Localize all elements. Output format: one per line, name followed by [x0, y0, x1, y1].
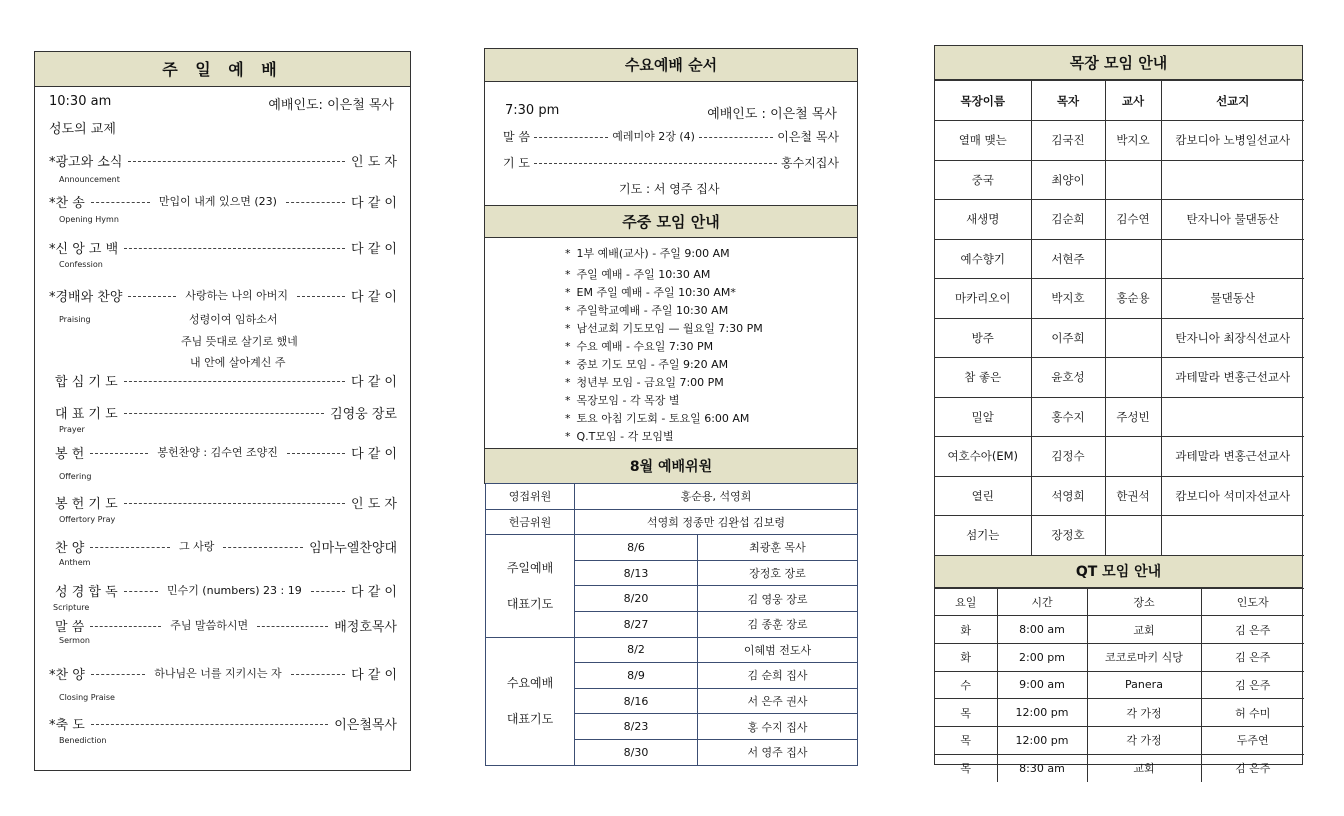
order-item-label: 찬 양 — [55, 540, 85, 556]
qt-leader: 두주연 — [1201, 726, 1304, 754]
order-item-sub: Confession — [59, 260, 103, 269]
table-row — [935, 121, 1304, 161]
dotted-leader — [291, 674, 345, 675]
qt-day: 목 — [935, 726, 997, 754]
cell-mission: 캄보디아 석미자선교사 — [1161, 476, 1304, 516]
cell-leader: 윤호성 — [1031, 358, 1105, 398]
qt-time: 2:00 pm — [997, 643, 1087, 671]
duty-date: 8/23 — [575, 714, 698, 740]
dotted-leader — [124, 248, 345, 249]
qt-leader: 김 은주 — [1201, 643, 1304, 671]
order-item — [55, 579, 397, 601]
qt-meeting-title: QT 모임 안내 — [935, 556, 1302, 588]
order-item-label: *축 도 — [49, 717, 85, 733]
order-item-sub: Closing Praise — [59, 693, 115, 702]
cell-teacher — [1105, 358, 1161, 398]
dotted-leader — [297, 296, 345, 297]
order-item-right: 다 같 이 — [351, 289, 397, 305]
table-row — [935, 358, 1304, 398]
qt-leader: 김 은주 — [1201, 616, 1304, 644]
table-row — [935, 279, 1304, 319]
order-item — [49, 712, 397, 734]
order-item — [49, 662, 397, 684]
cell-teacher: 박지오 — [1105, 121, 1161, 161]
order-item — [55, 535, 397, 557]
duty-date: 8/9 — [575, 663, 698, 689]
dotted-leader — [124, 413, 324, 414]
sunday-prayer-group — [486, 535, 575, 637]
wednesday-prayer-row — [503, 152, 839, 172]
cell-teacher: 한권석 — [1105, 476, 1161, 516]
cell-teacher: 주성빈 — [1105, 397, 1161, 437]
group-label: 대표기도 — [506, 712, 554, 727]
duty-date: 8/30 — [575, 739, 698, 765]
dotted-leader — [534, 163, 777, 164]
cell-group-title: 목장 모임 안내 — [935, 46, 1302, 80]
cell-leader: 석영희 — [1031, 476, 1105, 516]
weekly-meeting-item: * 중보 기도 모임 - 주일 9:20 AM — [565, 356, 728, 372]
dotted-leader — [90, 626, 161, 627]
order-item-mid: 만입이 내게 있으면 (23) — [158, 195, 277, 208]
dotted-leader — [287, 453, 345, 454]
dotted-leader — [534, 137, 608, 138]
table-row — [935, 671, 1304, 699]
qt-place: 코코로마키 식당 — [1087, 643, 1201, 671]
dotted-leader — [128, 296, 176, 297]
duty-names: 홍순용, 석영희 — [575, 484, 858, 510]
table-row — [935, 476, 1304, 516]
dotted-leader — [223, 547, 303, 548]
qt-leader: 김 은주 — [1201, 754, 1304, 782]
column-header: 장소 — [1087, 588, 1201, 616]
qt-leader: 허 수미 — [1201, 699, 1304, 727]
group-label: 수요예배 — [506, 676, 554, 691]
order-item — [55, 401, 397, 423]
qt-time: 12:00 pm — [997, 726, 1087, 754]
weekly-meeting-item: * 1부 예배(교사) - 주일 9:00 AM — [565, 245, 730, 261]
cell-leader: 최양이 — [1031, 160, 1105, 200]
order-item — [55, 369, 397, 391]
column-header: 교사 — [1105, 81, 1161, 121]
duty-name: 김 순희 집사 — [698, 663, 858, 689]
dotted-leader — [124, 591, 158, 592]
cell-name: 여호수아(EM) — [935, 437, 1031, 477]
order-item-right: 다 같 이 — [351, 584, 397, 600]
order-item-right: 다 같 이 — [351, 374, 397, 390]
duty-date: 8/13 — [575, 560, 698, 586]
qt-time: 8:00 am — [997, 616, 1087, 644]
cell-leader: 김정수 — [1031, 437, 1105, 477]
table-header-row — [935, 588, 1304, 616]
table-row — [935, 616, 1304, 644]
column-header: 시간 — [997, 588, 1087, 616]
cell-teacher — [1105, 437, 1161, 477]
table-row — [935, 397, 1304, 437]
wednesday-sermon-label: 말 씀 — [503, 129, 530, 144]
dotted-leader — [699, 137, 773, 138]
qt-place: Panera — [1087, 671, 1201, 699]
column-header: 요일 — [935, 588, 997, 616]
cell-leader: 김국진 — [1031, 121, 1105, 161]
order-item-right: 임마누엘찬양대 — [309, 540, 397, 556]
cell-teacher: 김수연 — [1105, 200, 1161, 240]
order-item-right: 다 같 이 — [351, 446, 398, 462]
wednesday-time: 7:30 pm — [505, 103, 560, 118]
table-row — [486, 509, 858, 535]
qt-place: 교회 — [1087, 754, 1201, 782]
order-item-label: 봉 헌 — [55, 446, 85, 462]
dotted-leader — [124, 381, 345, 382]
dotted-leader — [91, 202, 150, 203]
cell-name: 열매 맺는 — [935, 121, 1031, 161]
fellowship-label: 성도의 교제 — [49, 122, 116, 137]
order-item-mid: 그 사랑 — [178, 540, 215, 553]
column-header: 목장이름 — [935, 81, 1031, 121]
duty-date: 8/27 — [575, 611, 698, 637]
cell-mission: 과테말라 변홍근선교사 — [1161, 358, 1304, 398]
order-item-mid: 사랑하는 나의 아버지 — [185, 289, 289, 302]
order-item-sub: Offering — [59, 472, 92, 481]
cell-mission — [1161, 239, 1304, 279]
cell-name: 방주 — [935, 318, 1031, 358]
table-header-row — [935, 81, 1304, 121]
qt-day: 화 — [935, 616, 997, 644]
group-label: 대표기도 — [506, 596, 554, 611]
wednesday-prayer-group — [486, 637, 575, 765]
order-item-sub: Prayer — [59, 425, 85, 434]
dotted-leader — [128, 161, 345, 162]
weekly-meeting-item: * 주일 예배 - 주일 10:30 AM — [565, 266, 710, 282]
table-row — [935, 200, 1304, 240]
order-item-right: 다 같 이 — [351, 241, 397, 257]
order-item-right: 김영웅 장로 — [330, 406, 397, 422]
sunday-worship-title: 주 일 예 배 — [35, 52, 410, 87]
cell-mission: 캄보디아 노병일선교사 — [1161, 121, 1304, 161]
order-item-label: 봉 헌 기 도 — [55, 496, 118, 512]
qt-place: 각 가정 — [1087, 726, 1201, 754]
column-header: 목자 — [1031, 81, 1105, 121]
wednesday-panel — [484, 48, 858, 448]
praise-lyric: 성령이여 임하소서 — [189, 313, 278, 326]
table-row — [935, 160, 1304, 200]
order-item-right: 인 도 자 — [351, 154, 397, 170]
order-item-label: *찬 양 — [49, 667, 85, 683]
dotted-leader — [90, 547, 170, 548]
dotted-leader — [91, 674, 145, 675]
qt-place: 교회 — [1087, 616, 1201, 644]
cell-group-panel — [934, 45, 1303, 776]
order-item-mid: 민수기 (numbers) 23 : 19 — [166, 584, 302, 597]
duty-role: 영접위원 — [486, 484, 575, 510]
table-row — [935, 239, 1304, 279]
order-item — [49, 149, 397, 171]
cell-name: 섬기는 — [935, 516, 1031, 556]
dotted-leader — [286, 202, 345, 203]
order-item-mid: 주님 말씀하시면 — [170, 619, 249, 632]
weekly-meetings-title: 주중 모임 안내 — [485, 205, 857, 238]
weekly-meeting-item: * EM 주일 예배 - 주일 10:30 AM* — [565, 284, 736, 300]
dotted-leader — [257, 626, 328, 627]
cell-leader: 홍수지 — [1031, 397, 1105, 437]
dotted-leader — [311, 591, 345, 592]
order-item-label: 말 씀 — [55, 619, 85, 635]
wednesday-prayer-label: 기 도 — [503, 155, 530, 170]
order-item-sub: Offertory Pray — [59, 515, 116, 524]
table-row — [935, 754, 1304, 782]
wednesday-sermon-row — [503, 126, 839, 146]
order-item — [49, 236, 397, 258]
wednesday-worship-title: 수요예배 순서 — [485, 49, 857, 82]
qt-time: 8:30 am — [997, 754, 1087, 782]
table-row — [935, 318, 1304, 358]
group-label: 주일예배 — [506, 560, 554, 575]
sunday-worship-panel — [34, 51, 411, 771]
order-item — [55, 491, 397, 513]
cell-mission — [1161, 516, 1304, 556]
duty-name: 최광훈 목사 — [698, 535, 858, 561]
order-item-mid: 하나님은 너를 지키시는 자 — [154, 667, 282, 680]
qt-day: 목 — [935, 699, 997, 727]
order-item-label: 성 경 합 독 — [55, 584, 118, 600]
duty-names: 석영희 정종만 김완섭 김보령 — [575, 509, 858, 535]
cell-leader: 김순희 — [1031, 200, 1105, 240]
column-header: 인도자 — [1201, 588, 1304, 616]
duty-name: 장정호 장로 — [698, 560, 858, 586]
sunday-leader: 예배인도: 이은철 목사 — [268, 98, 394, 113]
order-item-sub: Announcement — [59, 175, 120, 184]
duty-role: 헌금위원 — [486, 509, 575, 535]
weekly-meeting-item: * 목장모임 - 각 목장 별 — [565, 392, 679, 408]
order-item-right: 이은철목사 — [334, 717, 397, 733]
order-item-label: *광고와 소식 — [49, 154, 123, 170]
table-row — [486, 484, 858, 510]
qt-place: 각 가정 — [1087, 699, 1201, 727]
qt-leader: 김 은주 — [1201, 671, 1304, 699]
weekly-meeting-item: * 수요 예배 - 수요일 7:30 PM — [565, 338, 713, 354]
order-item-right: 배정호목사 — [334, 619, 397, 635]
order-item-sub: Sermon — [59, 636, 90, 645]
weekly-meeting-item: * 주일학교예배 - 주일 10:30 AM — [565, 302, 728, 318]
table-row — [935, 643, 1304, 671]
wednesday-sermon-text: 예레미야 2장 (4) — [612, 130, 695, 143]
cell-mission — [1161, 160, 1304, 200]
duty-date: 8/2 — [575, 637, 698, 663]
duty-date: 8/20 — [575, 586, 698, 612]
weekly-meeting-item: * Q.T모임 - 각 모임별 — [565, 428, 674, 444]
dotted-leader — [90, 453, 148, 454]
cell-leader: 박지호 — [1031, 279, 1105, 319]
cell-name: 중국 — [935, 160, 1031, 200]
cell-teacher — [1105, 318, 1161, 358]
sunday-time: 10:30 am — [49, 94, 112, 109]
order-item-mid: 봉헌찬양 : 김수연 조양진 — [157, 446, 278, 459]
cell-leader: 서현주 — [1031, 239, 1105, 279]
cell-teacher — [1105, 239, 1161, 279]
cell-name: 마카리오이 — [935, 279, 1031, 319]
table-row — [935, 726, 1304, 754]
qt-meeting-table — [935, 588, 1304, 782]
qt-day: 수 — [935, 671, 997, 699]
cell-mission: 과테말라 변홍근선교사 — [1161, 437, 1304, 477]
duty-name: 서 영주 집사 — [698, 739, 858, 765]
dotted-leader — [124, 503, 345, 504]
qt-time: 12:00 pm — [997, 699, 1087, 727]
table-row — [486, 637, 858, 663]
duty-name: 서 은주 권사 — [698, 688, 858, 714]
cell-group-table — [935, 80, 1304, 556]
duty-date: 8/6 — [575, 535, 698, 561]
august-duty-title: 8월 예배위원 — [484, 448, 858, 484]
cell-teacher — [1105, 160, 1161, 200]
cell-name: 밀알 — [935, 397, 1031, 437]
order-item-sub: Benediction — [59, 736, 107, 745]
cell-name: 참 좋은 — [935, 358, 1031, 398]
duty-name: 김 종훈 장로 — [698, 611, 858, 637]
column-header: 선교지 — [1161, 81, 1304, 121]
weekly-meeting-item: * 청년부 모임 - 금요일 7:00 PM — [565, 374, 724, 390]
wednesday-prayer-name: 홍수지집사 — [781, 155, 839, 170]
praise-lyric: 주님 뜻대로 살기로 했네 — [181, 335, 298, 348]
order-item — [49, 284, 397, 306]
wednesday-prayer-note: 기도 : 서 영주 집사 — [619, 182, 720, 196]
order-item — [49, 190, 397, 212]
duty-name: 김 영웅 장로 — [698, 586, 858, 612]
order-item-sub: Opening Hymn — [59, 215, 119, 224]
order-item-sub: Anthem — [59, 558, 91, 567]
cell-mission: 탄자니아 물댄동산 — [1161, 200, 1304, 240]
cell-name: 예수향기 — [935, 239, 1031, 279]
praise-lyric: 내 안에 살아계신 주 — [190, 356, 286, 369]
duty-name: 홍 수지 집사 — [698, 714, 858, 740]
cell-mission: 탄자니아 최장식선교사 — [1161, 318, 1304, 358]
order-item-sub: Scripture — [53, 603, 90, 612]
weekly-meeting-item: * 남선교회 기도모임 — 월요일 7:30 PM — [565, 320, 763, 336]
duty-date: 8/16 — [575, 688, 698, 714]
table-row — [935, 437, 1304, 477]
order-item-label: *찬 송 — [49, 195, 85, 211]
cell-mission: 물댄동산 — [1161, 279, 1304, 319]
table-row — [935, 699, 1304, 727]
cell-name: 새생명 — [935, 200, 1031, 240]
duty-name: 이혜범 전도사 — [698, 637, 858, 663]
order-item-label: 대 표 기 도 — [55, 406, 118, 422]
cell-leader: 장정호 — [1031, 516, 1105, 556]
cell-teacher: 홍순용 — [1105, 279, 1161, 319]
cell-name: 열린 — [935, 476, 1031, 516]
order-item — [55, 614, 397, 636]
august-duty-table — [485, 483, 858, 766]
wednesday-leader: 예배인도 : 이은철 목사 — [707, 107, 837, 122]
qt-day: 화 — [935, 643, 997, 671]
qt-day: 목 — [935, 754, 997, 782]
order-item — [55, 441, 397, 463]
weekly-meeting-item: * 토요 아침 기도회 - 토요일 6:00 AM — [565, 410, 749, 426]
cell-leader: 이주희 — [1031, 318, 1105, 358]
table-row — [935, 516, 1304, 556]
table-row — [486, 535, 858, 561]
cell-mission — [1161, 397, 1304, 437]
qt-time: 9:00 am — [997, 671, 1087, 699]
order-item-right: 다 같 이 — [351, 195, 397, 211]
order-item-label: *신 앙 고 백 — [49, 241, 119, 257]
order-item-label: *경배와 찬양 — [49, 289, 123, 305]
order-item-sub: Praising — [59, 315, 91, 324]
order-item-label: 합 심 기 도 — [55, 374, 118, 390]
cell-teacher — [1105, 516, 1161, 556]
wednesday-sermon-preacher: 이은철 목사 — [777, 129, 840, 144]
dotted-leader — [91, 724, 328, 725]
order-item-right: 다 같 이 — [351, 667, 398, 683]
order-item-right: 인 도 자 — [351, 496, 397, 512]
